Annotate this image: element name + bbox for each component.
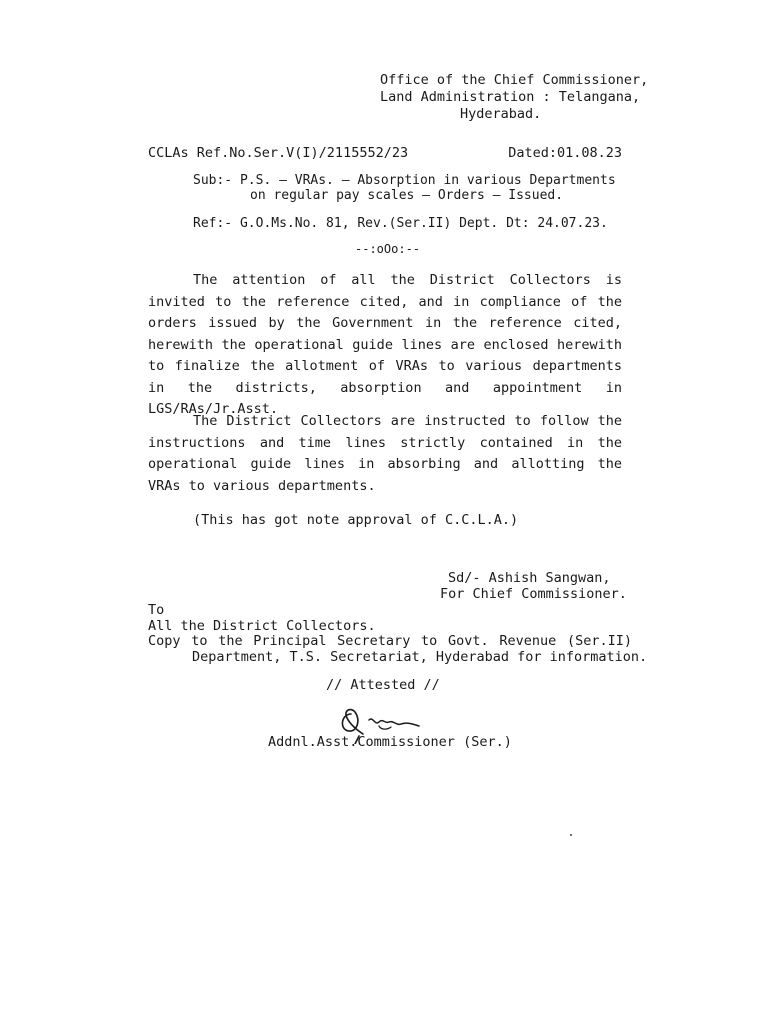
attesting-officer: Addnl.Asst.Commissioner (Ser.) [268,734,512,750]
copy-to-line-1: Copy to the Principal Secretary to Govt. Revenue (Ser.II) [148,633,632,649]
subject [193,173,616,203]
to-label: To [148,602,165,618]
paragraph-1-text: The attention of all the District Collectors is invited to the reference cited, and in compliance of the orders issued by the Government in the reference cited, herewith the operational guide lines are enclosed herewith to finalize the allotment of VRAs to various departments in the districts, absorption and appointment in LGS/RAs/Jr.Asst. [148,272,622,417]
subject-line-2: on regular pay scales – Orders – Issued. [250,188,564,203]
reference-number: CCLAs Ref.No.Ser.V(I)/2115552/23 [148,145,409,161]
subject-line-1: Sub:- P.S. – VRAs. – Absorption in various Departments [193,173,616,188]
letterhead-department: Land Administration : Telangana, [380,89,641,105]
signatory-name: Sd/- Ashish Sangwan, [448,570,611,586]
letterhead-city: Hyderabad. [460,106,542,122]
attested-label: // Attested // [326,677,440,693]
recipient-collectors: All the District Collectors. [148,617,376,634]
reference-cited: Ref:- G.O.Ms.No. 81, Rev.(Ser.II) Dept. Dt: 24.07.23. [193,216,608,231]
section-divider: --:oOo:-- [355,242,421,256]
reference-line [148,145,622,161]
date: Dated:01.08.23 [508,145,622,161]
letterhead [380,72,648,123]
body-paragraph-1 [148,270,622,421]
body-paragraph-2 [148,411,622,497]
recipients-block [148,603,647,665]
signatory-designation: For Chief Commissioner. [440,586,627,602]
letterhead-office: Office of the Chief Commissioner, [380,72,649,88]
scan-speck [570,834,572,836]
approval-note: (This has got note approval of C.C.L.A.) [193,512,519,528]
signoff-block [440,570,627,602]
copy-to-line-2: Department, T.S. Secretariat, Hyderabad for information. [192,648,648,665]
paragraph-2-text: The District Collectors are instructed to follow the instructions and time lines strictly contained in the operational guide lines in absorbing and allotting the VRAs to various departments. [148,413,622,494]
